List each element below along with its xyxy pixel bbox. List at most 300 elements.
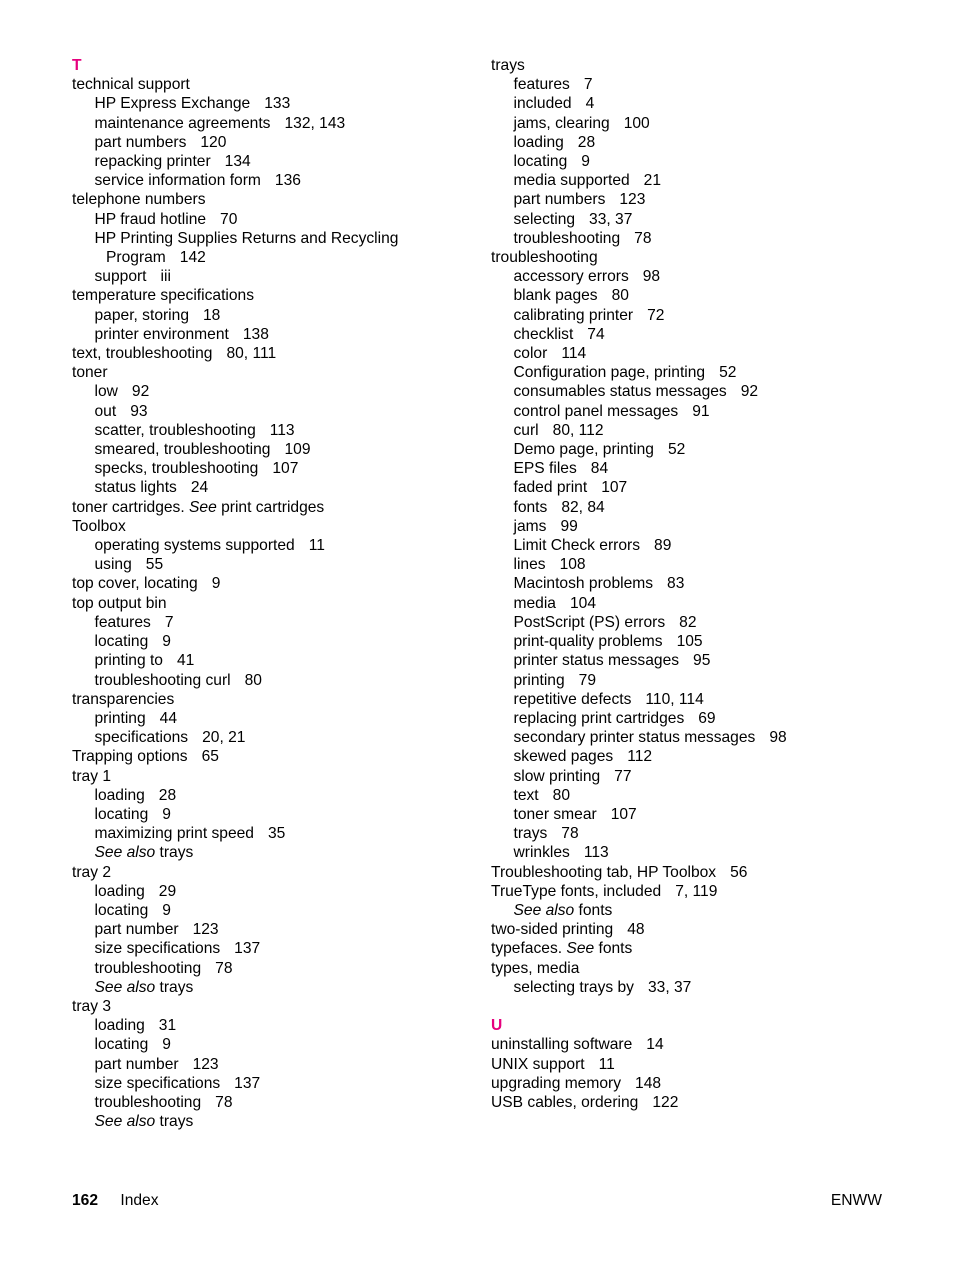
index-subentry <box>72 1093 472 1112</box>
index-page-ref: 31 <box>158 1017 177 1035</box>
index-page-ref: 123 <box>619 191 646 209</box>
index-page-ref: 11 <box>598 1055 615 1073</box>
index-subentry <box>491 210 891 229</box>
index-term: print-quality problems <box>513 633 663 651</box>
index-subentry <box>491 786 891 805</box>
index-page-ref: 4 <box>585 95 595 113</box>
index-entry <box>72 574 472 593</box>
index-term: selecting trays by <box>513 978 634 996</box>
index-subentry <box>72 114 472 133</box>
index-subentry <box>72 671 472 690</box>
index-page-ref: 79 <box>578 671 597 689</box>
index-term: text, troubleshooting <box>72 345 213 363</box>
index-term: technical support <box>72 76 190 94</box>
index-term: trays <box>491 57 525 74</box>
index-term: replacing print cartridges <box>513 709 685 727</box>
index-page-ref: 21 <box>643 172 662 190</box>
index-term: troubleshooting curl <box>94 671 231 689</box>
index-term: wrinkles <box>513 844 570 862</box>
index-page-ref: 80, 112 <box>552 421 604 439</box>
index-subentry <box>491 843 891 862</box>
cross-reference-target: trays <box>155 978 194 996</box>
index-term: part numbers <box>94 133 187 151</box>
index-entry <box>72 286 472 305</box>
index-term: troubleshooting <box>94 1093 202 1111</box>
index-term: slow printing <box>513 767 601 785</box>
index-term: skewed pages <box>513 748 614 766</box>
index-page-ref: 9 <box>581 153 590 171</box>
index-term: TrueType fonts, included <box>491 882 662 900</box>
index-term: printing <box>94 709 146 727</box>
index-cross-reference <box>72 498 472 517</box>
index-subentry <box>491 152 891 171</box>
index-page-ref: 134 <box>224 153 251 171</box>
index-subentry <box>491 306 891 325</box>
index-subentry <box>72 229 472 248</box>
index-subentry <box>491 613 891 632</box>
index-term: faded print <box>513 479 588 497</box>
index-term: accessory errors <box>513 268 629 286</box>
index-page-ref: 113 <box>269 421 295 439</box>
index-subentry <box>72 555 472 574</box>
index-term: service information form <box>94 172 261 190</box>
index-term: Toolbox <box>72 517 126 535</box>
index-page-ref: 52 <box>719 364 737 382</box>
index-page-ref: 9 <box>162 805 171 823</box>
index-term: Configuration page, printing <box>513 364 706 382</box>
page-number: 162 <box>72 1192 99 1209</box>
index-term: status lights <box>94 479 177 497</box>
index-subentry <box>491 190 891 209</box>
index-entry <box>491 863 891 882</box>
index-subentry <box>72 920 472 939</box>
index-term: scatter, troubleshooting <box>94 421 256 439</box>
index-subentry <box>491 114 891 133</box>
index-term: temperature specifications <box>72 287 255 305</box>
index-term: part numbers <box>513 191 606 209</box>
index-term: calibrating printer <box>513 306 634 324</box>
index-page-ref: iii <box>160 268 171 286</box>
index-subentry <box>72 651 472 670</box>
index-term: support <box>94 268 147 286</box>
index-page-ref: 120 <box>200 133 227 151</box>
index-term: tray 2 <box>72 863 111 881</box>
index-subentry <box>72 901 472 920</box>
index-term: loading <box>94 786 145 804</box>
index-subentry <box>491 632 891 651</box>
index-page-ref: 92 <box>740 383 759 401</box>
index-term: size specifications <box>94 940 221 958</box>
index-subentry <box>72 1055 472 1074</box>
index-page-ref: 52 <box>667 441 686 459</box>
index-term: troubleshooting <box>491 249 598 267</box>
index-term: specks, troubleshooting <box>94 460 259 478</box>
index-entry <box>72 863 472 882</box>
index-page-ref: 35 <box>267 825 286 843</box>
index-entry <box>491 882 891 901</box>
index-term: Demo page, printing <box>513 441 654 459</box>
index-term: smeared, troubleshooting <box>94 441 271 459</box>
index-term: lines <box>513 556 546 574</box>
index-term: trays <box>513 825 548 843</box>
index-page-ref: 80, 111 <box>226 345 277 363</box>
index-entry <box>491 1055 891 1074</box>
index-term: tray 1 <box>72 767 111 785</box>
index-subentry <box>72 959 472 978</box>
index-page-ref: 11 <box>308 537 325 555</box>
index-term: blank pages <box>513 287 598 305</box>
index-page-ref: 70 <box>220 210 238 228</box>
index-subentry <box>72 152 472 171</box>
index-page-ref: 7, 119 <box>675 882 718 900</box>
index-page-ref: 113 <box>583 844 609 862</box>
index-term: loading <box>513 133 564 151</box>
index-page-ref: 65 <box>201 748 219 766</box>
index-page-ref: 108 <box>559 556 586 574</box>
index-subentry <box>491 286 891 305</box>
index-subentry <box>72 94 472 113</box>
index-term: media <box>513 594 556 612</box>
index-page-ref: 7 <box>164 613 174 631</box>
index-page-ref: 137 <box>234 1074 261 1092</box>
index-page-ref: 20, 21 <box>202 729 246 747</box>
footer-right-label: ENWW <box>830 1192 882 1209</box>
index-page-ref: 142 <box>179 249 206 267</box>
cross-reference-see: See also <box>94 1113 156 1131</box>
index-term: included <box>513 95 572 113</box>
index-subentry <box>491 728 891 747</box>
index-term: features <box>513 76 570 94</box>
index-term: telephone numbers <box>72 191 206 209</box>
index-term: two-sided printing <box>491 921 614 939</box>
page-footer <box>72 1192 882 1210</box>
index-subentry <box>72 325 472 344</box>
index-page-ref: 28 <box>577 133 596 151</box>
index-page-ref: 92 <box>131 383 150 401</box>
index-term: toner <box>72 364 108 382</box>
index-entry <box>72 767 472 786</box>
index-entry <box>491 1093 891 1112</box>
index-page-ref: 44 <box>159 709 178 727</box>
index-entry <box>72 75 472 94</box>
index-page-ref: 48 <box>627 921 645 939</box>
index-term: curl <box>513 421 539 439</box>
index-column-left <box>72 56 472 1131</box>
index-subentry <box>491 536 891 555</box>
index-term: HP fraud hotline <box>94 210 207 228</box>
index-column-right <box>491 56 891 1112</box>
index-subentry <box>72 613 472 632</box>
index-subentry <box>491 747 891 766</box>
index-page-ref: 24 <box>190 479 209 497</box>
index-term: locating <box>94 633 149 651</box>
index-subentry <box>72 133 472 152</box>
index-term: consumables status messages <box>513 383 727 401</box>
index-term: HP Printing Supplies Returns and Recycling <box>94 229 399 247</box>
index-page-ref: 93 <box>130 402 148 420</box>
index-entry <box>491 248 891 267</box>
cross-reference-term: typefaces. <box>491 940 567 958</box>
index-page-ref: 9 <box>162 633 171 651</box>
index-term: Limit Check errors <box>513 537 641 555</box>
index-entry <box>72 190 472 209</box>
index-term: printer environment <box>94 325 229 343</box>
index-term: troubleshooting <box>94 959 202 977</box>
index-page-ref: 69 <box>698 709 716 727</box>
index-entry <box>491 56 891 75</box>
index-subentry <box>72 709 472 728</box>
index-subentry <box>72 1035 472 1054</box>
index-term: top cover, locating <box>72 575 198 593</box>
cross-reference-term: toner cartridges. <box>72 498 190 516</box>
index-subentry <box>491 75 891 94</box>
index-page-ref: 80 <box>611 287 629 305</box>
index-term: selecting <box>513 210 576 228</box>
index-page-ref: 123 <box>192 1055 219 1073</box>
index-entry <box>72 690 472 709</box>
index-term: toner smear <box>513 805 597 823</box>
index-page-ref: 114 <box>561 345 587 363</box>
index-term: Program <box>106 249 166 267</box>
index-term: PostScript (PS) errors <box>513 613 666 631</box>
index-page-ref: 28 <box>158 786 177 804</box>
index-term: specifications <box>94 729 189 747</box>
index-page-ref: 14 <box>646 1036 664 1054</box>
index-subentry <box>491 824 891 843</box>
index-term: loading <box>94 882 145 900</box>
index-term: printing to <box>94 652 163 670</box>
index-page-ref: 78 <box>215 1093 233 1111</box>
index-page-ref: 83 <box>667 575 685 593</box>
index-subentry <box>491 594 891 613</box>
index-page-ref: 98 <box>769 729 787 747</box>
index-term: loading <box>94 1017 145 1035</box>
index-page-ref: 9 <box>162 1036 171 1054</box>
index-page-ref: 136 <box>274 172 301 190</box>
index-entry <box>72 344 472 363</box>
index-page-ref: 98 <box>642 268 661 286</box>
index-subentry <box>72 440 472 459</box>
cross-reference-target: trays <box>155 1113 194 1131</box>
index-letter-heading: U <box>491 1017 503 1035</box>
index-page-ref: 110, 114 <box>645 690 704 708</box>
index-subentry <box>72 421 472 440</box>
index-subentry <box>491 382 891 401</box>
index-term: locating <box>94 901 149 919</box>
index-term: fonts <box>513 498 548 516</box>
index-term: low <box>94 383 118 401</box>
index-page-ref: 9 <box>162 901 171 919</box>
index-subentry <box>72 210 472 229</box>
index-subentry <box>72 459 472 478</box>
index-subentry <box>491 325 891 344</box>
section-name: Index <box>120 1192 159 1209</box>
index-term: HP Express Exchange <box>94 95 251 113</box>
index-term: out <box>94 402 117 420</box>
index-page-ref: 78 <box>634 229 652 247</box>
index-subentry <box>72 1016 472 1035</box>
index-entry <box>72 594 472 613</box>
cross-reference-see: See also <box>94 844 156 862</box>
index-subentry <box>491 978 891 997</box>
index-subentry <box>491 555 891 574</box>
index-page-ref: 122 <box>652 1093 679 1111</box>
index-term: UNIX support <box>491 1055 585 1073</box>
index-subentry <box>491 574 891 593</box>
index-page-ref: 80 <box>244 671 262 689</box>
index-page-ref: 95 <box>693 652 711 670</box>
index-page-ref: 112 <box>627 748 653 766</box>
index-subentry <box>72 1074 472 1093</box>
index-page-ref: 78 <box>561 825 579 843</box>
index-subentry <box>491 459 891 478</box>
cross-reference-target: print cartridges <box>216 498 325 516</box>
cross-reference-see: See <box>566 940 595 958</box>
index-subentry <box>491 133 891 152</box>
index-page-ref: 74 <box>587 325 605 343</box>
index-term: maintenance agreements <box>94 114 271 132</box>
index-term: EPS files <box>513 460 577 478</box>
index-entry <box>491 920 891 939</box>
cross-reference-target: trays <box>155 844 194 862</box>
index-term: Troubleshooting tab, HP Toolbox <box>491 863 717 881</box>
index-page-ref: 132, 143 <box>284 114 346 132</box>
index-page-ref: 133 <box>264 95 291 113</box>
index-subentry <box>72 478 472 497</box>
index-page-ref: 55 <box>145 556 164 574</box>
index-term: checklist <box>513 325 574 343</box>
index-page-ref: 84 <box>590 460 609 478</box>
index-cross-reference <box>491 939 891 958</box>
index-subentry <box>491 517 891 536</box>
index-subentry <box>72 632 472 651</box>
index-term: repacking printer <box>94 153 211 171</box>
index-page-ref: 107 <box>272 460 299 478</box>
index-page-ref: 41 <box>176 652 195 670</box>
index-page-ref: 99 <box>560 517 578 535</box>
index-subentry <box>491 767 891 786</box>
index-subentry <box>72 306 472 325</box>
index-term: maximizing print speed <box>94 825 254 843</box>
index-page-ref: 77 <box>614 767 632 785</box>
index-term: jams <box>513 517 547 535</box>
index-page-ref: 137 <box>234 940 261 958</box>
index-term: upgrading memory <box>491 1074 622 1092</box>
index-cross-reference <box>72 1112 472 1131</box>
index-subentry <box>72 824 472 843</box>
index-subentry <box>72 805 472 824</box>
index-page-ref: 29 <box>158 882 177 900</box>
index-page-ref: 109 <box>284 441 311 459</box>
index-subentry <box>491 690 891 709</box>
index-subentry <box>491 267 891 286</box>
index-subentry <box>72 382 472 401</box>
index-letter-heading: T <box>72 57 82 74</box>
index-page-ref: 33, 37 <box>647 978 692 996</box>
cross-reference-target: fonts <box>594 940 633 958</box>
index-subentry <box>491 229 891 248</box>
index-page-ref: 80 <box>552 786 570 804</box>
index-subentry <box>491 421 891 440</box>
index-subentry <box>72 248 472 267</box>
index-entry <box>491 1035 891 1054</box>
index-subentry <box>491 402 891 421</box>
index-term: uninstalling software <box>491 1036 633 1054</box>
index-entry <box>72 997 472 1016</box>
index-page-ref: 100 <box>623 114 650 132</box>
index-term: part number <box>94 921 179 939</box>
index-term: paper, storing <box>94 306 189 324</box>
index-page-ref: 105 <box>676 633 703 651</box>
index-term: troubleshooting <box>513 229 621 247</box>
index-term: part number <box>94 1055 179 1073</box>
index-term: color <box>513 345 548 363</box>
index-cross-reference <box>72 978 472 997</box>
index-subentry <box>72 786 472 805</box>
index-term: repetitive defects <box>513 690 632 708</box>
index-cross-reference <box>491 901 891 920</box>
index-term: Trapping options <box>72 748 188 766</box>
index-page-ref: 104 <box>569 594 597 612</box>
index-subentry <box>491 478 891 497</box>
index-subentry <box>72 402 472 421</box>
index-entry <box>491 1074 891 1093</box>
index-term: media supported <box>513 172 630 190</box>
index-entry <box>72 363 472 382</box>
index-page-ref: 89 <box>654 537 672 555</box>
index-page-ref: 138 <box>242 325 269 343</box>
index-term: jams, clearing <box>513 114 610 132</box>
cross-reference-see: See <box>189 498 217 516</box>
index-term: Macintosh problems <box>513 575 654 593</box>
index-subentry <box>491 805 891 824</box>
index-subentry <box>72 536 472 555</box>
index-subentry <box>491 498 891 517</box>
index-subentry <box>491 440 891 459</box>
index-subentry <box>491 94 891 113</box>
index-subentry <box>72 728 472 747</box>
index-term: text <box>513 786 539 804</box>
cross-reference-target: fonts <box>574 901 613 919</box>
index-page-ref: 82 <box>679 613 697 631</box>
index-subentry <box>72 171 472 190</box>
index-term: printer status messages <box>513 652 680 670</box>
index-cross-reference <box>72 843 472 862</box>
index-term: operating systems supported <box>94 537 295 555</box>
index-page-ref: 148 <box>635 1074 662 1092</box>
index-term: size specifications <box>94 1074 221 1092</box>
cross-reference-see: See also <box>513 901 575 919</box>
index-subentry <box>491 344 891 363</box>
index-term: using <box>94 556 132 574</box>
index-entry <box>491 959 891 978</box>
index-page-ref: 18 <box>203 306 221 324</box>
index-term: transparencies <box>72 690 175 708</box>
index-term: control panel messages <box>513 402 679 420</box>
index-term: locating <box>94 1036 149 1054</box>
index-subentry <box>72 267 472 286</box>
index-entry <box>72 747 472 766</box>
index-term: printing <box>513 671 565 689</box>
index-page-ref: 107 <box>610 805 637 823</box>
index-subentry <box>72 882 472 901</box>
index-page-ref: 33, 37 <box>589 210 633 228</box>
index-subentry <box>491 709 891 728</box>
index-subentry <box>491 363 891 382</box>
index-page-ref: 9 <box>211 575 221 593</box>
index-page-ref: 91 <box>692 402 710 420</box>
index-subentry <box>491 671 891 690</box>
